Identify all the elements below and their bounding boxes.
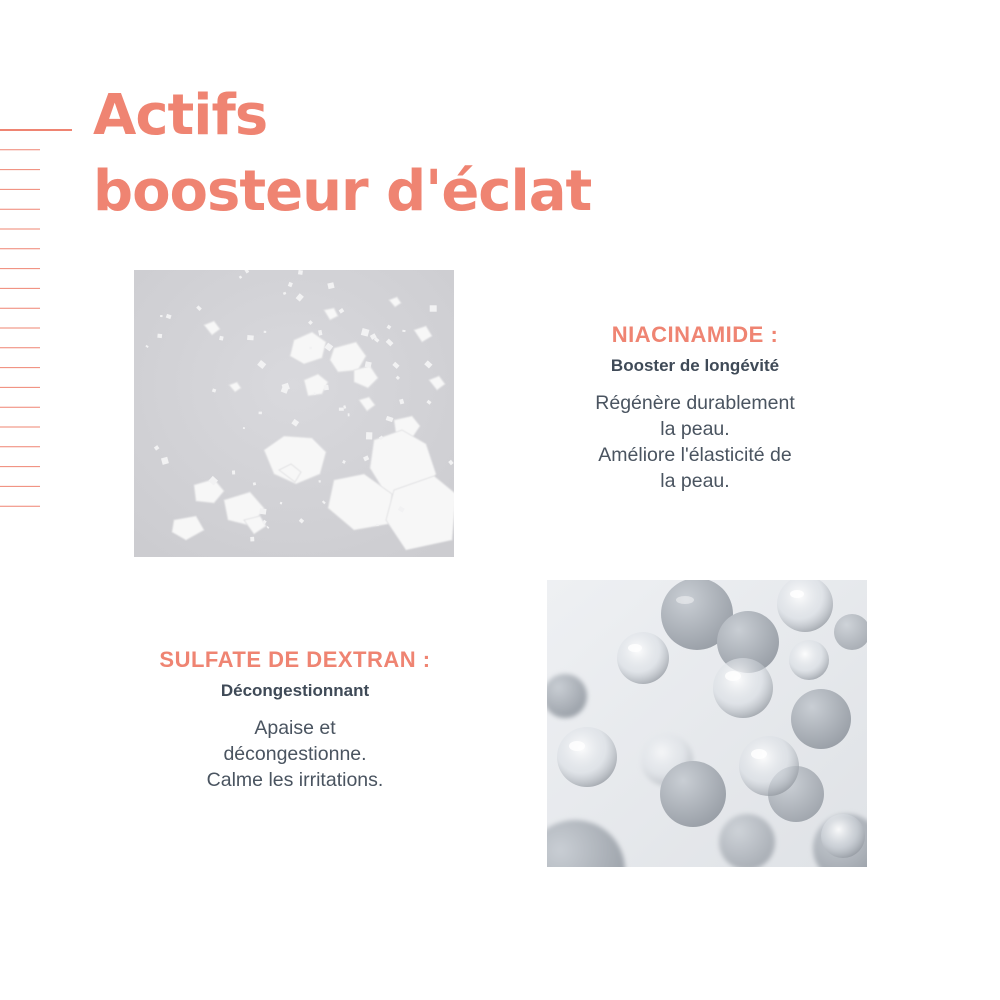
description-line: Régénère durablement	[595, 392, 795, 414]
niacinamide-heading: NIACINAMIDE :	[611, 322, 779, 347]
description-line: Apaise et	[254, 717, 336, 739]
dextran-block	[130, 645, 460, 793]
description-line: Améliore l'élasticité de	[598, 444, 792, 466]
description-line: la peau.	[660, 470, 730, 492]
title-line-2: boosteur d'éclat	[93, 159, 592, 224]
dextran-subtitle: Décongestionnant	[220, 681, 370, 700]
dextran-heading: SULFATE DE DEXTRAN :	[159, 647, 431, 672]
powder-image	[134, 270, 454, 557]
description-line: Calme les irritations.	[206, 769, 384, 791]
niacinamide-block	[560, 320, 830, 494]
decorative-stripes	[0, 128, 72, 508]
description-line: décongestionne.	[223, 743, 367, 765]
spheres-image	[547, 580, 867, 867]
niacinamide-subtitle: Booster de longévité	[610, 356, 780, 375]
page-title	[93, 78, 591, 230]
dextran-description	[130, 715, 460, 793]
description-line: la peau.	[660, 418, 730, 440]
niacinamide-description	[560, 390, 830, 494]
title-line-1: Actifs	[93, 83, 268, 148]
